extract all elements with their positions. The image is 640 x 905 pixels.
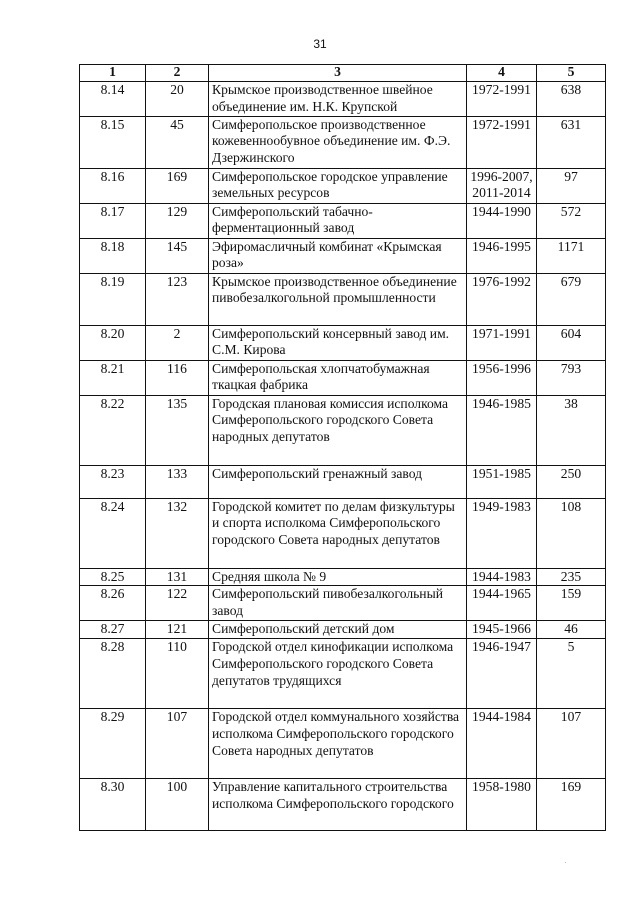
column-header-years: 4 xyxy=(467,65,537,82)
fund-number: 100 xyxy=(146,779,209,831)
fund-name: Крымское производственное объединение пивобезалкогольной промышленности xyxy=(209,273,467,325)
row-number: 8.26 xyxy=(80,586,146,621)
row-number: 8.29 xyxy=(80,709,146,779)
fund-number: 145 xyxy=(146,238,209,273)
unit-count: 5 xyxy=(537,639,606,709)
fund-name: Средняя школа № 9 xyxy=(209,568,467,586)
row-number: 8.30 xyxy=(80,779,146,831)
fund-number: 133 xyxy=(146,465,209,498)
archive-fund-table xyxy=(79,64,606,831)
date-range: 1972-1991 xyxy=(467,82,537,117)
date-range: 1951-1985 xyxy=(467,465,537,498)
unit-count: 97 xyxy=(537,168,606,203)
row-number: 8.14 xyxy=(80,82,146,117)
fund-number: 131 xyxy=(146,568,209,586)
row-number: 8.23 xyxy=(80,465,146,498)
row-number: 8.21 xyxy=(80,360,146,395)
unit-count: 235 xyxy=(537,568,606,586)
column-header-fund: 2 xyxy=(146,65,209,82)
row-number: 8.16 xyxy=(80,168,146,203)
fund-name: Симферопольский консервный завод им. С.М. Кирова xyxy=(209,325,467,360)
row-number: 8.22 xyxy=(80,395,146,465)
table-row xyxy=(80,325,606,360)
fund-name: Симферопольское производственное кожевеннообувное объединение им. Ф.Э. Дзержинского xyxy=(209,116,467,168)
fund-number: 20 xyxy=(146,82,209,117)
unit-count: 250 xyxy=(537,465,606,498)
fund-number: 122 xyxy=(146,586,209,621)
date-range: 1956-1996 xyxy=(467,360,537,395)
scan-artifact: · xyxy=(564,858,567,867)
fund-name: Симферопольский гренажный завод xyxy=(209,465,467,498)
fund-number: 45 xyxy=(146,116,209,168)
table-row xyxy=(80,639,606,709)
table-header-row xyxy=(80,65,606,82)
date-range: 1944-1990 xyxy=(467,203,537,238)
fund-number: 169 xyxy=(146,168,209,203)
date-range: 1945-1966 xyxy=(467,621,537,639)
row-number: 8.24 xyxy=(80,498,146,568)
date-range: 1972-1991 xyxy=(467,116,537,168)
date-range: 1944-1965 xyxy=(467,586,537,621)
column-header-number: 1 xyxy=(80,65,146,82)
fund-name: Городской комитет по делам физкультуры и спорта исполкома Симферопольского городского Совета народных депутатов xyxy=(209,498,467,568)
fund-name: Крымское производственное швейное объединение им. Н.К. Крупской xyxy=(209,82,467,117)
unit-count: 108 xyxy=(537,498,606,568)
table-row xyxy=(80,568,606,586)
unit-count: 159 xyxy=(537,586,606,621)
date-range: 1949-1983 xyxy=(467,498,537,568)
fund-name: Городская плановая комиссия исполкома Симферопольского городского Совета народных депутатов xyxy=(209,395,467,465)
unit-count: 604 xyxy=(537,325,606,360)
row-number: 8.19 xyxy=(80,273,146,325)
unit-count: 107 xyxy=(537,709,606,779)
unit-count: 38 xyxy=(537,395,606,465)
unit-count: 46 xyxy=(537,621,606,639)
fund-number: 110 xyxy=(146,639,209,709)
page-number: 31 xyxy=(313,37,327,51)
fund-number: 107 xyxy=(146,709,209,779)
row-number: 8.18 xyxy=(80,238,146,273)
fund-name: Эфиромасличный комбинат «Крымская роза» xyxy=(209,238,467,273)
row-number: 8.20 xyxy=(80,325,146,360)
date-range: 1996-2007, 2011-2014 xyxy=(467,168,537,203)
unit-count: 679 xyxy=(537,273,606,325)
table-row xyxy=(80,82,606,117)
table-row xyxy=(80,168,606,203)
table-row xyxy=(80,238,606,273)
fund-name: Симферопольская хлопчатобумажная ткацкая фабрика xyxy=(209,360,467,395)
date-range: 1946-1995 xyxy=(467,238,537,273)
table-row xyxy=(80,203,606,238)
fund-number: 121 xyxy=(146,621,209,639)
date-range: 1976-1992 xyxy=(467,273,537,325)
fund-number: 2 xyxy=(146,325,209,360)
unit-count: 638 xyxy=(537,82,606,117)
fund-number: 129 xyxy=(146,203,209,238)
table-row xyxy=(80,395,606,465)
date-range: 1958-1980 xyxy=(467,779,537,831)
row-number: 8.15 xyxy=(80,116,146,168)
table-row xyxy=(80,779,606,831)
date-range: 1946-1947 xyxy=(467,639,537,709)
unit-count: 169 xyxy=(537,779,606,831)
fund-name: Городской отдел кинофикации исполкома Симферопольского городского Совета депутатов трудящихся xyxy=(209,639,467,709)
fund-name: Симферопольский табачно-ферментационный завод xyxy=(209,203,467,238)
column-header-name: 3 xyxy=(209,65,467,82)
fund-name: Симферопольский детский дом xyxy=(209,621,467,639)
date-range: 1946-1985 xyxy=(467,395,537,465)
fund-number: 123 xyxy=(146,273,209,325)
unit-count: 1171 xyxy=(537,238,606,273)
column-header-count: 5 xyxy=(537,65,606,82)
date-range: 1944-1984 xyxy=(467,709,537,779)
table-row xyxy=(80,360,606,395)
fund-name: Симферопольский пивобезалкогольный завод xyxy=(209,586,467,621)
fund-number: 132 xyxy=(146,498,209,568)
fund-name: Симферопольское городское управление земельных ресурсов xyxy=(209,168,467,203)
unit-count: 572 xyxy=(537,203,606,238)
table-row xyxy=(80,586,606,621)
row-number: 8.27 xyxy=(80,621,146,639)
row-number: 8.17 xyxy=(80,203,146,238)
fund-name: Городской отдел коммунального хозяйства исполкома Симферопольского городского Совета народных депутатов xyxy=(209,709,467,779)
unit-count: 631 xyxy=(537,116,606,168)
table-row xyxy=(80,465,606,498)
row-number: 8.25 xyxy=(80,568,146,586)
row-number: 8.28 xyxy=(80,639,146,709)
table-row xyxy=(80,621,606,639)
table-row xyxy=(80,709,606,779)
date-range: 1971-1991 xyxy=(467,325,537,360)
table-row xyxy=(80,498,606,568)
table-row xyxy=(80,116,606,168)
fund-name: Управление капитального строительства исполкома Симферопольского городского xyxy=(209,779,467,831)
table-row xyxy=(80,273,606,325)
fund-number: 116 xyxy=(146,360,209,395)
date-range: 1944-1983 xyxy=(467,568,537,586)
fund-number: 135 xyxy=(146,395,209,465)
unit-count: 793 xyxy=(537,360,606,395)
